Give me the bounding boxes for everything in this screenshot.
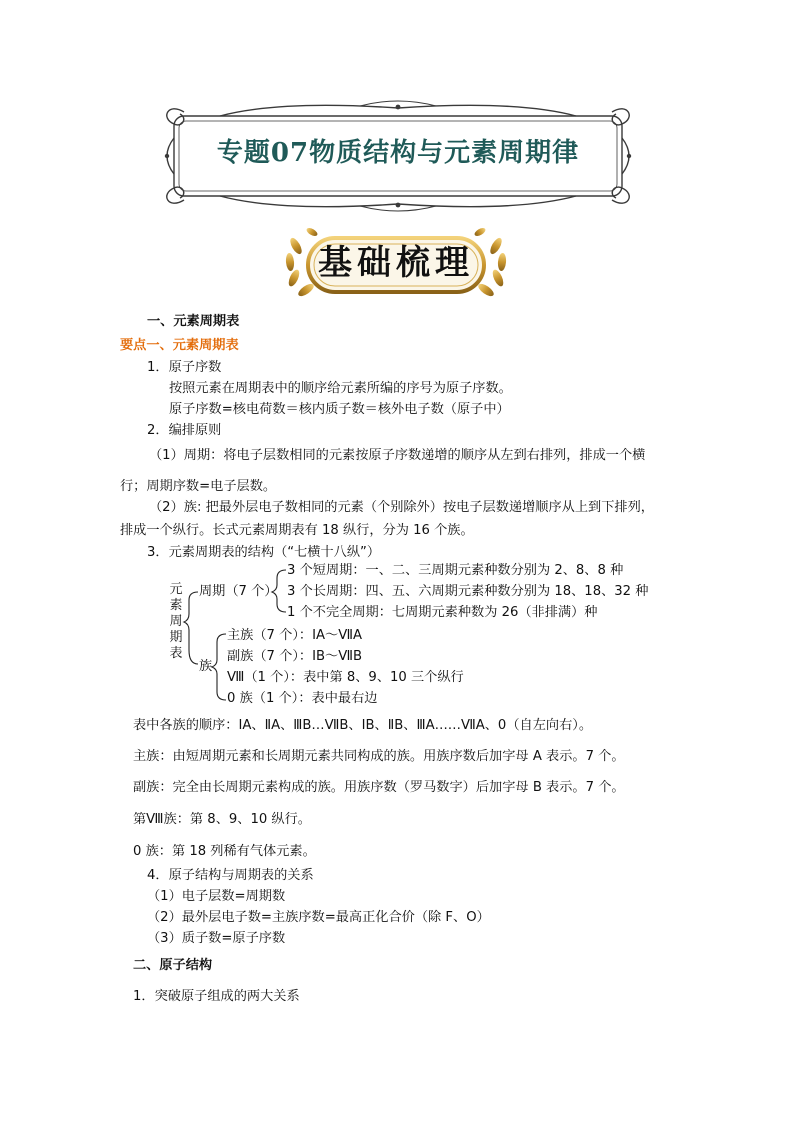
period-item: 3 个长周期：四、五、六周期元素种数分别为 18、18、32 种 bbox=[287, 584, 649, 599]
list-item: （1）电子层数=周期数 bbox=[147, 889, 286, 904]
section-heading: 一、元素周期表 bbox=[147, 314, 240, 329]
paragraph-line: 原子序数=核电荷数＝核内质子数＝核外电子数（原子中） bbox=[169, 402, 510, 417]
section-badge-text: 基础梳理 bbox=[318, 243, 474, 283]
period-item: 3 个短周期：一、二、三周期元素种数分别为 2、8、8 种 bbox=[287, 563, 624, 578]
paragraph-line: 副族：完全由长周期元素构成的族。用族序数（罗马数字）后加字母 B 表示。7 个。 bbox=[133, 780, 625, 795]
item-label: 3．元素周期表的结构（“七横十八纵”） bbox=[147, 545, 381, 560]
item-label: 4．原子结构与周期表的关系 bbox=[147, 868, 314, 883]
paragraph-line: 第Ⅷ族：第 8、9、10 纵行。 bbox=[133, 812, 311, 827]
group-branch-label: 族 bbox=[199, 659, 213, 674]
list-item: （3）质子数=原子序数 bbox=[147, 931, 286, 946]
group-item: 主族（7 个）：ⅠA～ⅦA bbox=[227, 628, 362, 643]
list-item: （2）最外层电子数=主族序数=最高正化合价（除 F、O） bbox=[147, 910, 490, 925]
paragraph-line: 0 族：第 18 列稀有气体元素。 bbox=[133, 844, 316, 859]
item-label: 2．编排原则 bbox=[147, 423, 222, 438]
group-item: 副族（7 个）：ⅠB～ⅦB bbox=[227, 649, 363, 664]
section-badge bbox=[282, 226, 510, 304]
paragraph-line: 表中各族的顺序：ⅠA、ⅡA、ⅢB…ⅦB、ⅠB、ⅡB、ⅢA……ⅦA、0（自左向右）。 bbox=[133, 718, 593, 733]
section-heading: 二、原子结构 bbox=[133, 958, 213, 973]
diagram-root-label: 元 素 周 期 表 bbox=[169, 582, 183, 661]
item-label: 1．原子序数 bbox=[147, 360, 222, 375]
paragraph-line: 主族：由短周期元素和长周期元素共同构成的族。用族序数后加字母 A 表示。7 个。 bbox=[133, 749, 625, 764]
title-banner bbox=[160, 98, 636, 214]
item-label: 1．突破原子组成的两大关系 bbox=[133, 989, 300, 1004]
key-point-heading: 要点一、元素周期表 bbox=[120, 338, 239, 353]
paragraph-line: （2）族: 把最外层电子数相同的元素（个别除外）按电子层数递增顺序从上到下排列， bbox=[149, 500, 654, 515]
paragraph-line: 排成一个纵行。长式元素周期表有 18 纵行，分为 16 个族。 bbox=[120, 523, 474, 538]
paragraph-line: 行；周期序数=电子层数。 bbox=[120, 479, 277, 494]
page-title: 专题07物质结构与元素周期律 bbox=[216, 138, 580, 168]
paragraph-line: 按照元素在周期表中的顺序给元素所编的序号为原子序数。 bbox=[169, 381, 512, 396]
period-item: 1 个不完全周期：七周期元素种数为 26（非排满）种 bbox=[287, 605, 598, 620]
group-item: 0 族（1 个）：表中最右边 bbox=[227, 691, 378, 706]
paragraph-line: （1）周期：将电子层数相同的元素按原子序数递增的顺序从左到右排列，排成一个横 bbox=[149, 448, 646, 463]
group-item: Ⅷ（1 个）：表中第 8、9、10 三个纵行 bbox=[227, 670, 464, 685]
period-branch-label: 周期（7 个） bbox=[199, 584, 278, 599]
